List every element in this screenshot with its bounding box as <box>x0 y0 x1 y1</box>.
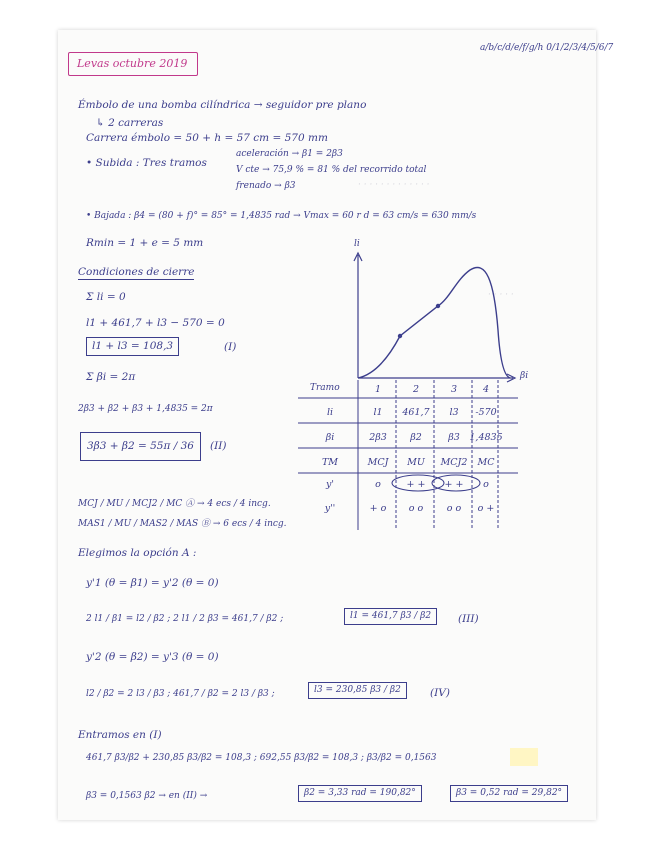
table-header-3: 3 <box>450 384 458 395</box>
eq3-tag: (III) <box>458 613 479 625</box>
table-header-2: 2 <box>412 384 420 395</box>
option-frac-2: l2 / β2 = 2 l3 / β3 ; 461,7 / β2 = 2 l3 / β3 ; <box>86 689 275 699</box>
table-cell: 1,4835 <box>469 432 503 443</box>
eq-beta: 2β3 + β2 + β3 + 1,4835 = 2π <box>78 404 213 414</box>
intro-line-1: Émbolo de una bomba cilíndrica → seguidor pre plano <box>78 99 367 111</box>
graph-x-label: βi <box>520 371 529 381</box>
result-beta2-box: β2 = 3,33 rad = 190,82° <box>298 785 422 802</box>
eq4-tag: (IV) <box>430 687 450 699</box>
table-cell: o <box>375 479 381 490</box>
subida-c: frenado → β3 <box>236 181 296 191</box>
eq3-box: l1 = 461,7 β3 / β2 <box>344 608 437 625</box>
intro-line-2: ↳ 2 carreras <box>96 117 164 129</box>
table-row-tm-label: TM <box>321 457 339 468</box>
table-cell: -570 <box>475 407 497 418</box>
table-cell: l3 <box>449 407 459 418</box>
eq1-tag: (I) <box>224 341 237 353</box>
table-cell: MU <box>407 457 425 468</box>
table-cell: MCJ2 <box>440 457 468 468</box>
intro-line-3: Carrera émbolo = 50 + h = 57 cm = 570 mm <box>86 132 328 144</box>
table-header-4: 4 <box>482 384 490 395</box>
motion-option-b: MAS1 / MU / MAS2 / MAS Ⓑ → 6 ecs / 4 incg. <box>78 519 287 529</box>
corner-code: a/b/c/d/e/f/g/h 0/1/2/3/4/5/6/7 <box>480 43 614 53</box>
closure-heading: Condiciones de cierre <box>78 266 195 278</box>
table-cell: o + <box>477 503 495 514</box>
subida-label: • Subida : Tres tramos <box>86 157 207 169</box>
notebook-page: · · · · · · · · · · · · · · · · · · Levas octubre 2019 a/b/c/d/e/f/g/h 0/1/2/3/4/5/6/7 Émbolo de una bomba cilíndrica → seguidor pre plano ↳ 2 carreras Carrera émbolo = 50 + h = 57 cm = 570 mm • Subida : Tres tramos aceleración → β1 = 2β3 V cte → 75,9 % = 81 % del recorrido total frenado → β3 • Bajada : β4 = (80 + f)° = 85° = 1,4835 rad → Vmax = 60 r d = 63 cm/s = 630 mm/s Rmin = 1 + e = 5 mm Condiciones de cierre Σ li = 0 l1 + 461,7 + l3 − 570 = 0 l1 + l3 = 108,3 (I) Σ βi = 2π 2β3 + β2 + β3 + 1,4835 = 2π 3β3 + β2 = 55π / 36 (II) li βi Tramo 1 2 3 4 li l1 461,7 l3 -570 βi 2β3 β2 β3 1,4835 TM MCJ MU MCJ2 MC y' o + + + + o y'' + o o o o o o + MCJ / MU / MCJ2 / MC Ⓐ → 4 ecs / 4 incg. MAS1 / MU / MAS2 / MAS Ⓑ → 6 ecs / 4 incg. Elegimos la opción A : y'1 (θ = β1) = y'2 (θ = 0) 2 l1 / β1 = l2 / β2 ; 2 l1 / 2 β3 = 461,7 / β2 ; l1 = 461,7 β3 / β2 (III) y'2 (θ = β2) = y'3 (θ = 0) l2 / β2 = 2 l3 / β3 ; 461,7 / β2 = 2 l3 / β3 ; l3 = 230,85 β3 / β2 (IV) Entramos en (I) 461,7 β3/β2 + 230,85 β3/β2 = 108,3 ; 692,55 β3/β2 = 108,3 ; β3/β2 = 0,1563 β3 = 0,1563 β2 → en (II) → β2 = 3,33 rad = 190,82° β3 = 0,52 rad = 29,82° <box>58 30 596 820</box>
table-row-yprime-label: y' <box>326 479 334 490</box>
table-header-1: 1 <box>374 384 382 395</box>
table-cell: 2β3 <box>369 432 387 443</box>
subida-a: aceleración → β1 = 2β3 <box>236 149 343 159</box>
final-heading: Entramos en (I) <box>78 729 162 741</box>
graph-y-label: li <box>354 239 360 249</box>
table-cell: β3 <box>448 432 460 443</box>
table-header-label: Tramo <box>310 383 340 393</box>
table-cell: β2 <box>410 432 422 443</box>
table-row-ysecond-label: y'' <box>324 503 336 514</box>
sum-beta: Σ βi = 2π <box>86 371 136 383</box>
table-row-li-label: li <box>326 407 334 418</box>
option-eq-a: y'1 (θ = β1) = y'2 (θ = 0) <box>86 577 219 589</box>
page-title: Levas octubre 2019 <box>77 57 188 70</box>
sum-li: Σ li = 0 <box>86 291 126 303</box>
table-cell: 461,7 <box>402 407 430 418</box>
option-frac-1: 2 l1 / β1 = l2 / β2 ; 2 l1 / 2 β3 = 461,7 / β2 ; <box>86 614 284 624</box>
displacement-curve <box>358 268 510 379</box>
table-cell: l1 <box>373 407 383 418</box>
eq2-box: 3β3 + β2 = 55π / 36 <box>80 432 201 461</box>
curve-point-1 <box>398 334 402 338</box>
final-line-2: β3 = 0,1563 β2 → en (II) → <box>86 791 208 801</box>
table-cell: + + <box>406 479 426 490</box>
bajada-line: • Bajada : β4 = (80 + f)° = 85° = 1,4835 rad → Vmax = 60 r d = 63 cm/s = 630 mm/s <box>86 211 477 221</box>
option-eq-b: y'2 (θ = β2) = y'3 (θ = 0) <box>86 651 219 663</box>
table-cell: + o <box>369 503 387 514</box>
table-cell: MC <box>477 457 495 468</box>
rmin-line: Rmin = 1 + e = 5 mm <box>86 237 204 249</box>
table-cell: o o <box>446 503 462 514</box>
eq2-tag: (II) <box>210 440 227 452</box>
table-cell: o <box>483 479 489 490</box>
cam-diagram <box>58 30 596 820</box>
table-cell: o o <box>408 503 424 514</box>
subida-b: V cte → 75,9 % = 81 % del recorrido total <box>236 165 427 175</box>
result-beta3-box: β3 = 0,52 rad = 29,82° <box>450 785 568 802</box>
table-cell: + + <box>444 479 464 490</box>
table-cell: MCJ <box>367 457 389 468</box>
curve-point-2 <box>436 304 440 308</box>
final-line-1: 461,7 β3/β2 + 230,85 β3/β2 = 108,3 ; 692,55 β3/β2 = 108,3 ; β3/β2 = 0,1563 <box>86 753 437 763</box>
highlight-mark <box>510 748 538 766</box>
table-row-beta-label: βi <box>325 432 335 443</box>
eq-li: l1 + 461,7 + l3 − 570 = 0 <box>86 317 225 329</box>
motion-option-a: MCJ / MU / MCJ2 / MC Ⓐ → 4 ecs / 4 incg. <box>78 499 271 509</box>
eq4-box: l3 = 230,85 β3 / β2 <box>308 682 407 699</box>
option-heading: Elegimos la opción A : <box>78 547 197 559</box>
eq1-box: l1 + l3 = 108,3 <box>86 337 179 356</box>
